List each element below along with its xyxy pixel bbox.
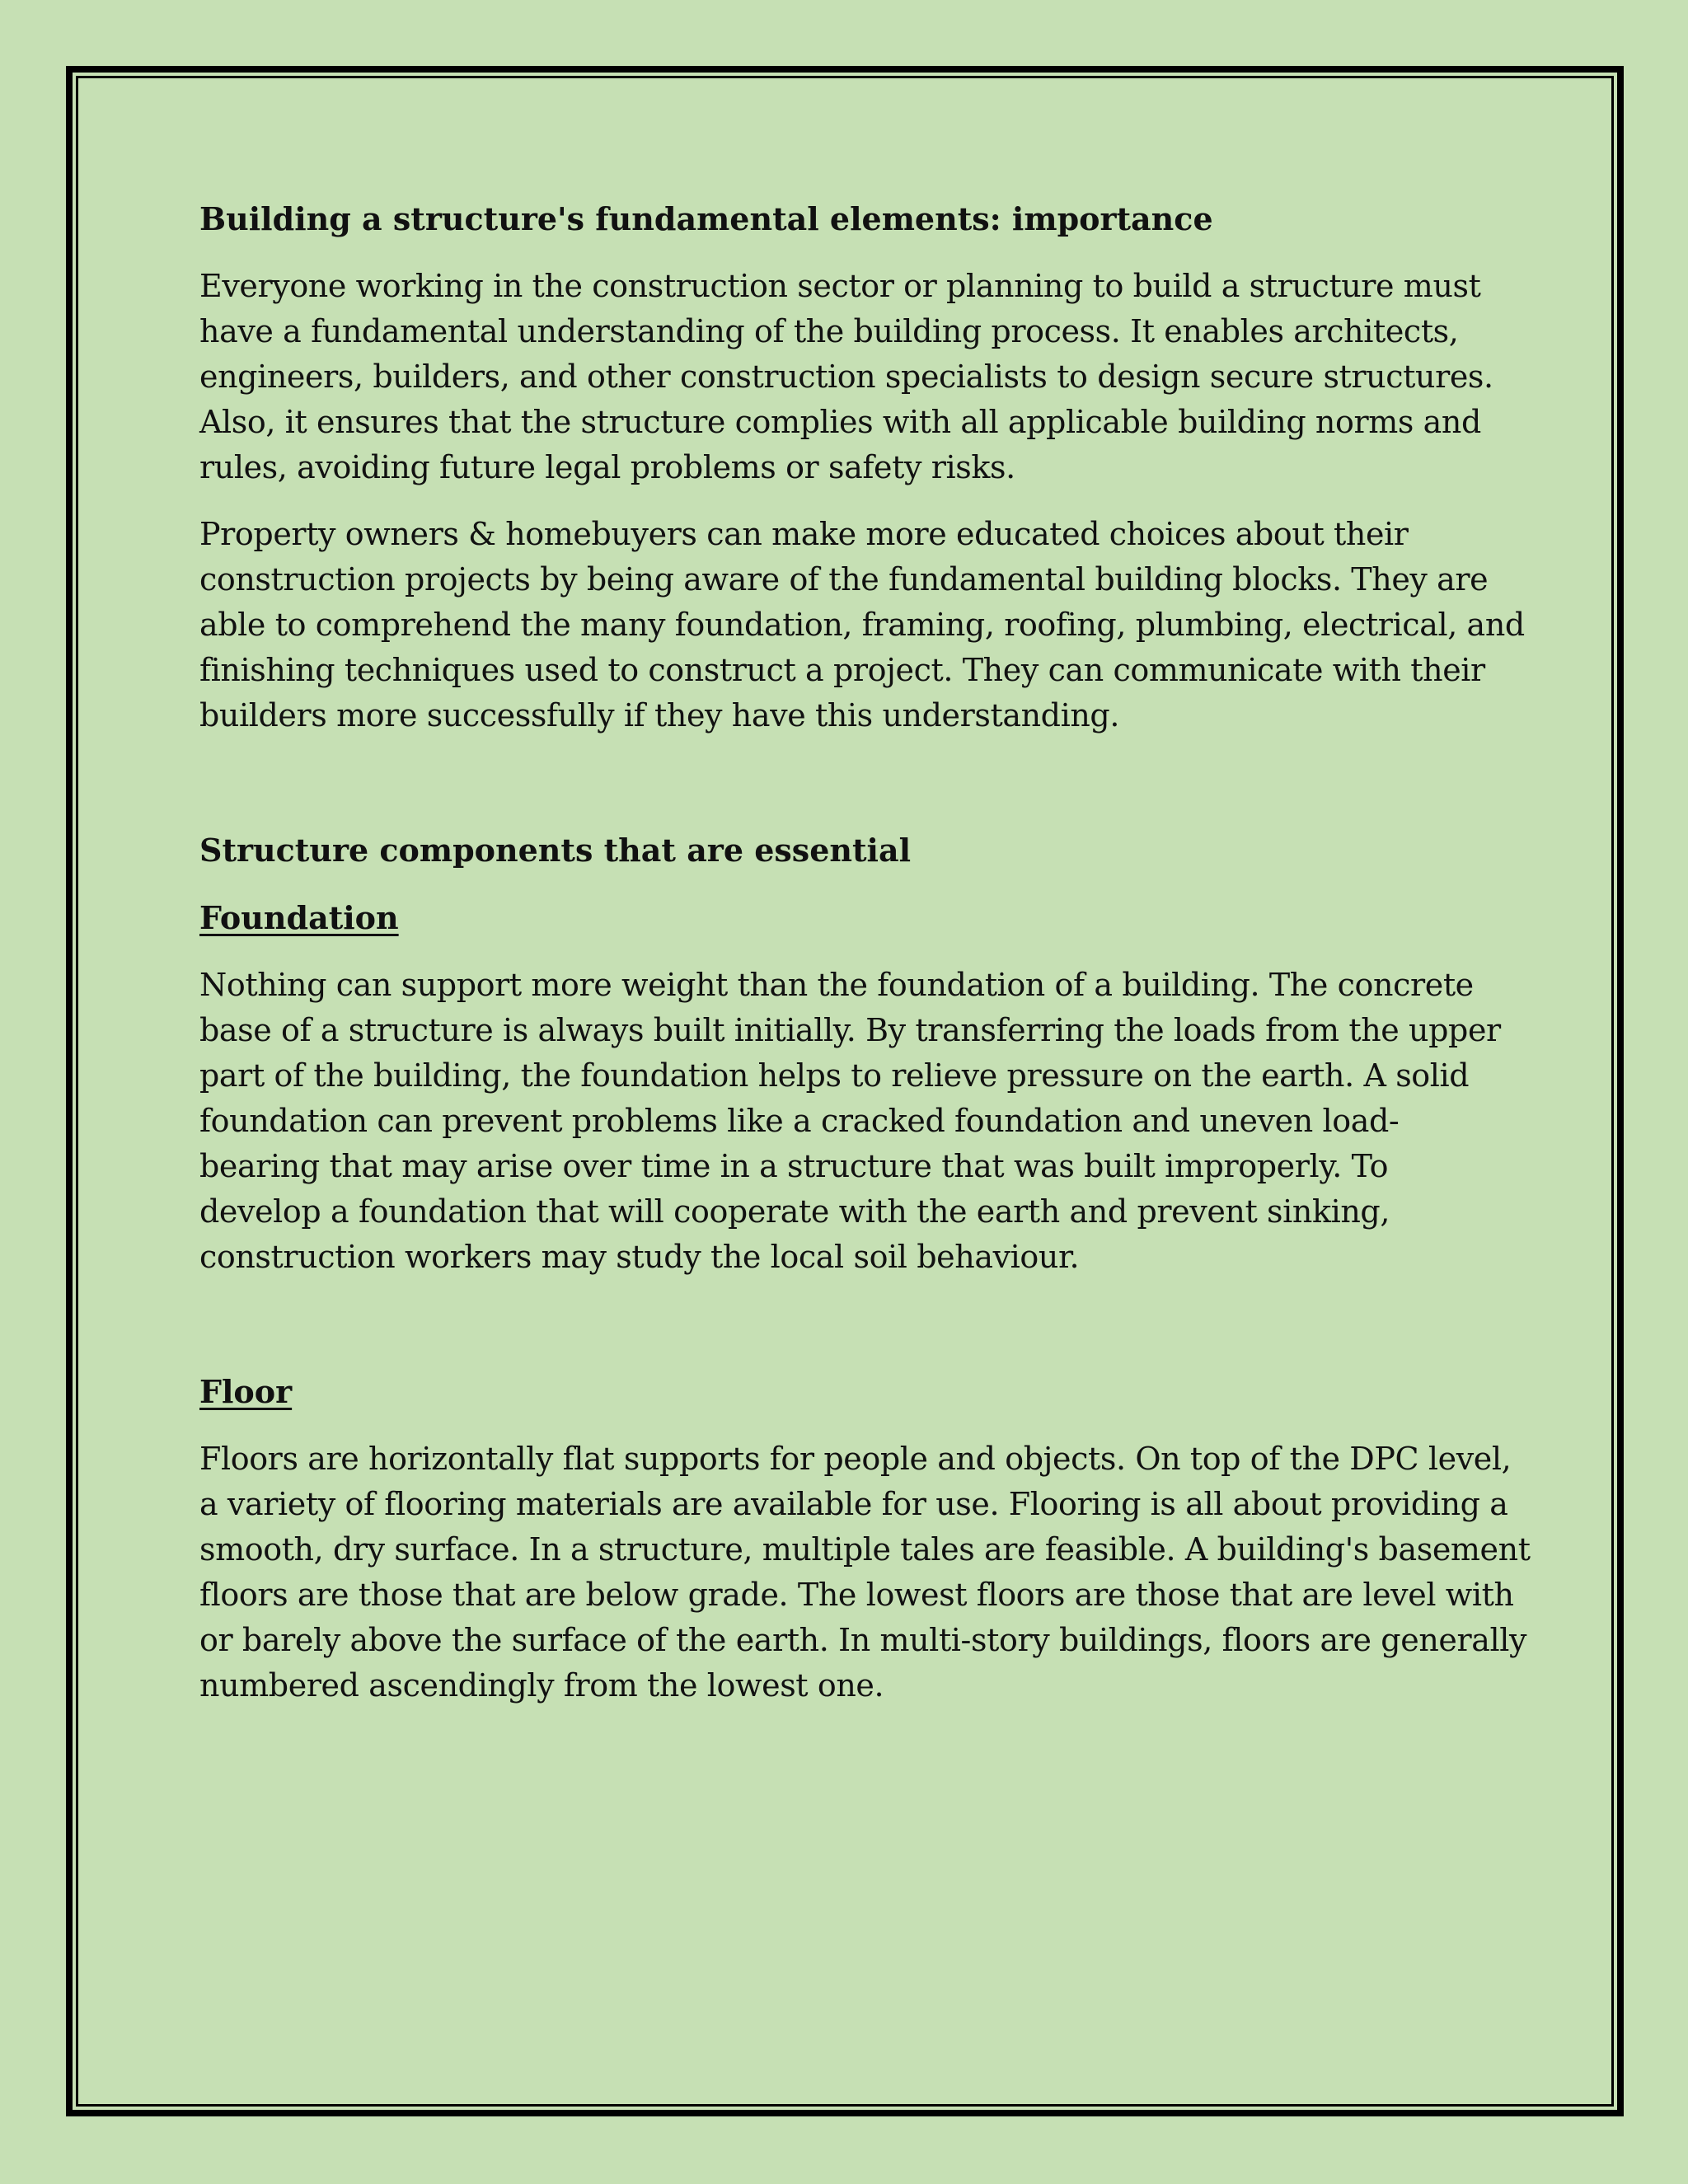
- section-spacer: [199, 1301, 1502, 1369]
- section-spacer: [199, 760, 1502, 827]
- paragraph-line: smooth, dry surface. In a structure, multiple tales are feasible. A building's basement: [199, 1531, 1531, 1568]
- paragraph-floor: [199, 1436, 1531, 1708]
- paragraph-line: or barely above the surface of the earth. In multi-story buildings, floors are generally: [199, 1622, 1527, 1658]
- paragraph-line: Floors are horizontally flat supports for people and objects. On top of the DPC level,: [199, 1441, 1512, 1477]
- paragraph-line: floors are those that are below grade. The lowest floors are those that are level with: [199, 1577, 1514, 1613]
- paragraph-property-owners: [199, 512, 1525, 738]
- paragraph-line: a variety of flooring materials are available for use. Flooring is all about providing a: [199, 1486, 1508, 1522]
- paragraph-foundation: [199, 963, 1502, 1280]
- paragraph-line: engineers, builders, and other construction specialists to design secure structures.: [199, 359, 1493, 395]
- section-heading-components: Structure components that are essential: [199, 832, 912, 869]
- paragraph-line: able to comprehend the many foundation, framing, roofing, plumbing, electrical, and: [199, 607, 1525, 643]
- section-heading-importance: Building a structure's fundamental elements: importance: [199, 200, 1213, 237]
- paragraph-line: Everyone working in the construction sector or planning to build a structure must: [199, 268, 1481, 304]
- paragraph-line: Also, it ensures that the structure complies with all applicable building norms and: [199, 404, 1481, 440]
- paragraph-line: finishing techniques used to construct a project. They can communicate with their: [199, 652, 1485, 688]
- paragraph-line: numbered ascendingly from the lowest one.: [199, 1667, 884, 1704]
- subheading-floor: Floor: [199, 1373, 293, 1410]
- paragraph-line: construction workers may study the local soil behaviour.: [199, 1239, 1080, 1275]
- paragraph-line: bearing that may arise over time in a structure that was built improperly. To: [199, 1148, 1389, 1184]
- paragraph-line: Nothing can support more weight than the foundation of a building. The concrete: [199, 967, 1474, 1003]
- paragraph-line: base of a structure is always built initially. By transferring the loads from the upper: [199, 1012, 1501, 1048]
- paragraph-line: foundation can prevent problems like a cracked foundation and uneven load-: [199, 1103, 1400, 1139]
- paragraph-line: rules, avoiding future legal problems or safety risks.: [199, 449, 1015, 485]
- paragraph-line: develop a foundation that will cooperate with the earth and prevent sinking,: [199, 1193, 1390, 1230]
- paragraph-line: builders more successfully if they have this understanding.: [199, 697, 1120, 733]
- paragraph-line: part of the building, the foundation helps to relieve pressure on the earth. A solid: [199, 1057, 1470, 1094]
- paragraph-understanding: [199, 264, 1502, 490]
- paragraph-line: have a fundamental understanding of the building process. It enables architects,: [199, 313, 1459, 349]
- paragraph-line: construction projects by being aware of the fundamental building blocks. They are: [199, 561, 1489, 598]
- paragraph-line: Property owners & homebuyers can make more educated choices about their: [199, 516, 1409, 552]
- subheading-foundation: Foundation: [199, 899, 399, 936]
- document-body: [199, 196, 1531, 1730]
